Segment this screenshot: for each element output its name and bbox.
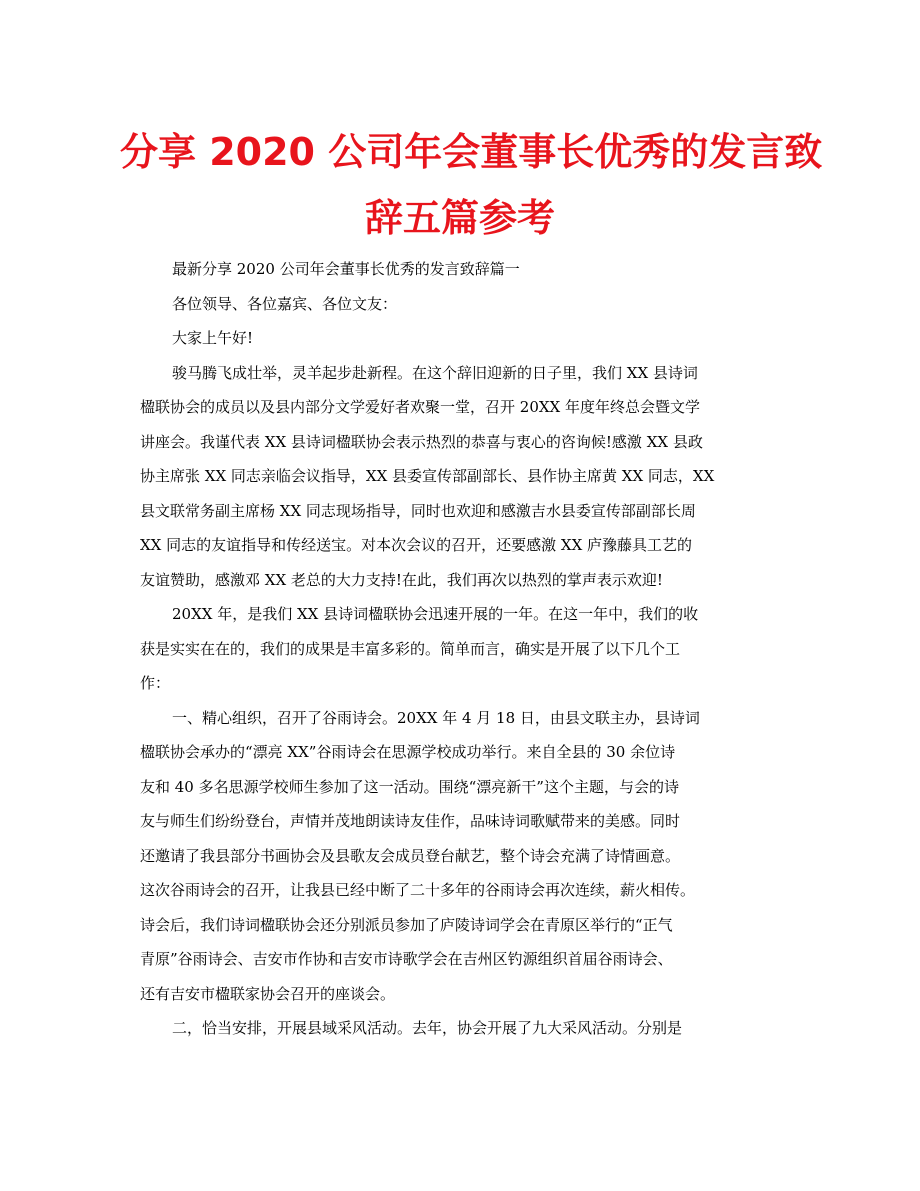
paragraph-line: XX 同志的友谊指导和传经送宝。对本次会议的召开，还要感激 XX 庐豫藤具工艺的 [140, 536, 693, 554]
paragraph-line: 获是实实在在的，我们的成果是丰富多彩的。简单而言，确实是开展了以下几个工 [140, 639, 681, 658]
paragraph-line: 县文联常务副主席杨 XX 同志现场指导，同时也欢迎和感激吉水县委宣传部副部长周 [140, 501, 696, 520]
document-title-line-2: 辞五篇参考 [364, 196, 555, 240]
paragraph-line: 楹联协会的成员以及县内部分文学爱好者欢聚一堂，召开 20XX 年度年终总会暨文学 [140, 398, 700, 416]
paragraph-line: 二，恰当安排，开展县域采风活动。去年，协会开展了九大采风活动。分别是 [172, 1019, 683, 1037]
paragraph-line: 还有吉安市楹联家协会召开的座谈会。 [140, 984, 396, 1003]
paragraph-line: 友和 40 多名思源学校师生参加了这一活动。围绕“漂亮新干”这个主题，与会的诗 [140, 777, 679, 796]
document-title-line-1: 分享 2020 公司年会董事长优秀的发言致 [120, 130, 823, 174]
paragraph-line: 一、精心组织，召开了谷雨诗会。20XX 年 4 月 18 日，由县文联主办，县诗词 [172, 708, 700, 727]
paragraph-line: 这次谷雨诗会的召开，让我县已经中断了二十多年的谷雨诗会再次连续，薪火相传。 [140, 881, 696, 899]
paragraph-line: 友谊赞助，感激邓 XX 老总的大力支持!在此，我们再次以热烈的掌声表示欢迎! [140, 570, 663, 589]
greeting: 大家上午好! [172, 329, 254, 347]
document-body [140, 252, 780, 1046]
paragraph-line: 楹联协会承办的“漂亮 XX”谷雨诗会在思源学校成功举行。来自全县的 30 余位诗 [140, 743, 676, 761]
paragraph-line: 诗会后，我们诗词楹联协会还分别派员参加了庐陵诗词学会在青原区举行的“正气 [140, 915, 673, 934]
section-heading: 最新分享 2020 公司年会董事长优秀的发言致辞篇一 [172, 260, 520, 278]
paragraph-line: 讲座会。我谨代表 XX 县诗词楹联协会表示热烈的恭喜与衷心的咨询候!感激 XX 县政 [140, 432, 703, 451]
paragraph-line: 协主席张 XX 同志亲临会议指导，XX 县委宣传部副部长、县作协主席黄 XX 同志，XX [140, 467, 715, 485]
salutation: 各位领导、各位嘉宾、各位文友： [172, 294, 398, 313]
paragraph-line: 青原”谷雨诗会、吉安市作协和吉安市诗歌学会在吉州区钓源组织首届谷雨诗会、 [140, 950, 673, 968]
paragraph-line: 骏马腾飞成壮举，灵羊起步赴新程。在这个辞旧迎新的日子里，我们 XX 县诗词 [172, 363, 698, 382]
paragraph-line: 还邀请了我县部分书画协会及县歌友会成员登台献艺，整个诗会充满了诗情画意。 [140, 846, 681, 865]
paragraph-line: 友与师生们纷纷登台，声情并茂地朗读诗友佳作，品味诗词歌赋带来的美感。同时 [140, 812, 681, 830]
paragraph-line: 作： [140, 674, 171, 692]
paragraph-line: 20XX 年，是我们 XX 县诗词楹联协会迅速开展的一年。在这一年中，我们的收 [172, 605, 699, 623]
